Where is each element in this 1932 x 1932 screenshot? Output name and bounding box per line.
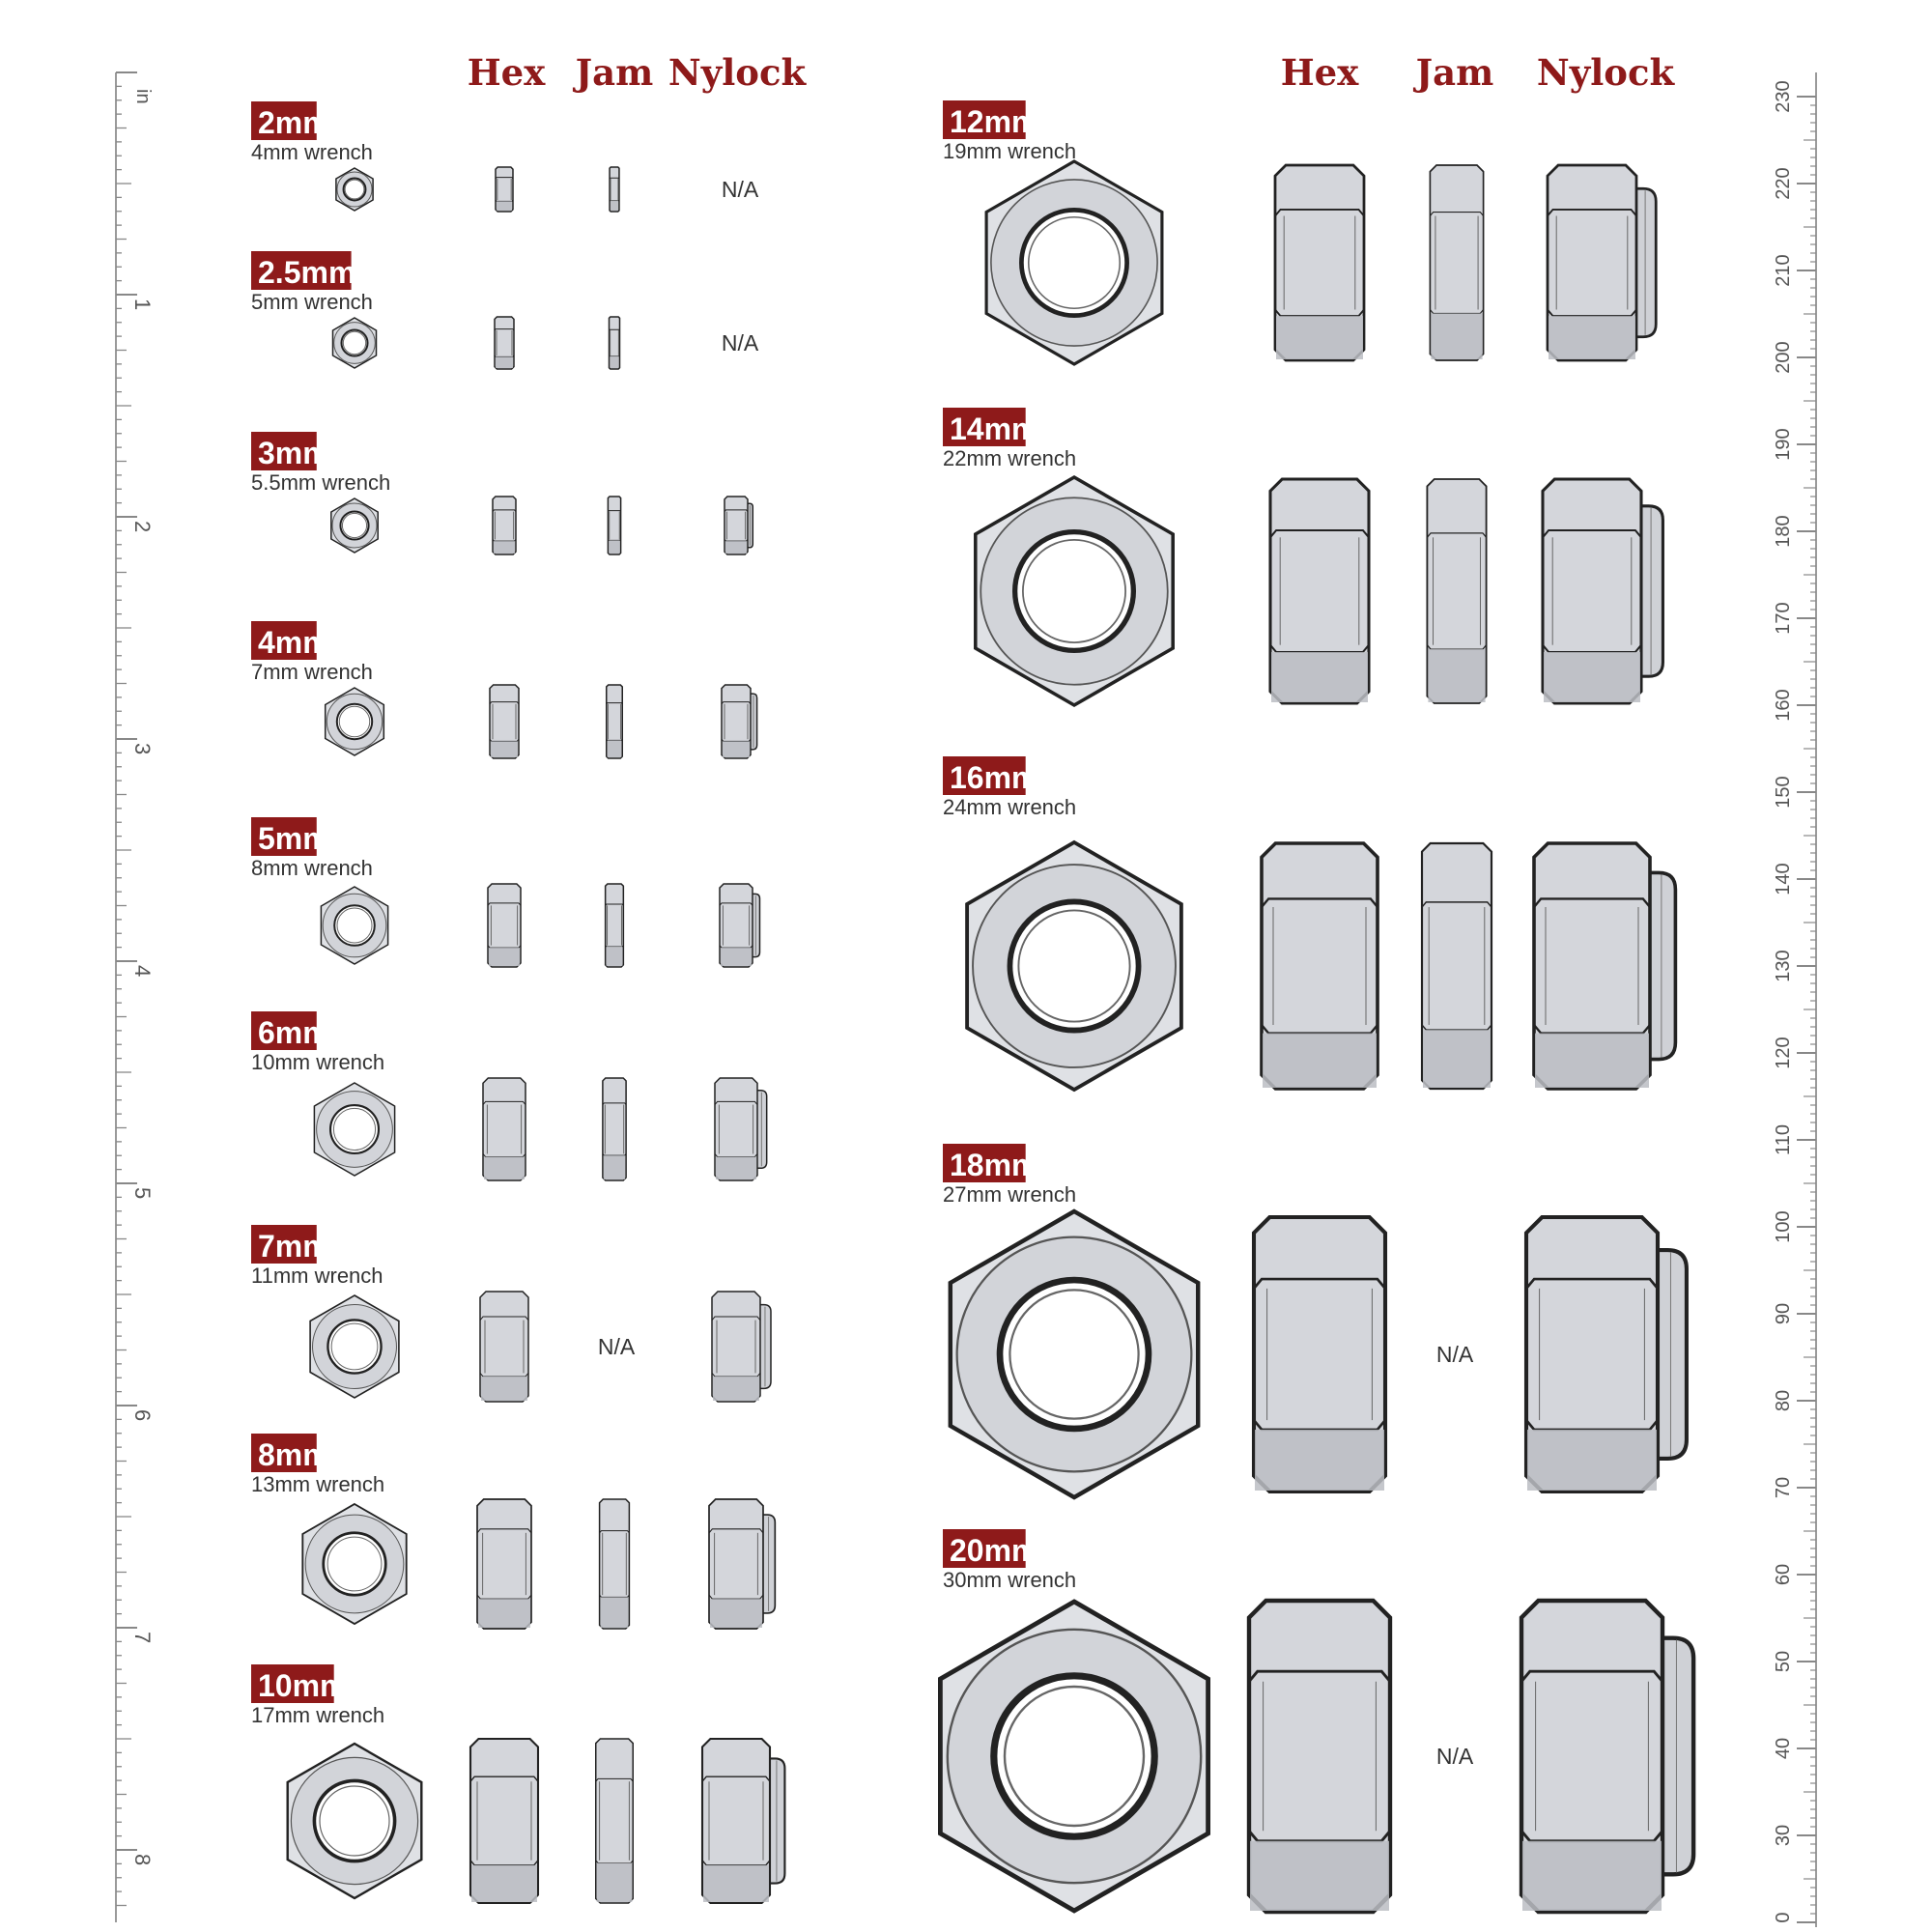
ruler-mm-label: 70: [1773, 1476, 1794, 1499]
ruler-mm-label: 80: [1773, 1389, 1794, 1412]
ruler-mm-label: 100: [1773, 1210, 1794, 1243]
ruler-inch-label: 4: [130, 965, 155, 978]
nylock-nut-side-view: [722, 685, 757, 758]
nylock-nut-side-view: [709, 1499, 775, 1629]
wrench-size-label: 27mm wrench: [943, 1182, 1077, 1207]
nylock-nut-side-view: [712, 1292, 771, 1402]
nylock-nut-side-view: [720, 884, 759, 967]
nut-top-view: [976, 477, 1173, 705]
wrench-size-label: 30mm wrench: [943, 1568, 1077, 1592]
size-badge: 20mm: [950, 1533, 1039, 1568]
wrench-size-label: 22mm wrench: [943, 446, 1077, 470]
jam-nut-side-view: [610, 167, 619, 212]
size-badge: 4mm: [258, 625, 330, 660]
hex-nut-side-view: [496, 167, 513, 212]
inch-ruler: [116, 72, 155, 1922]
ruler-mm-label: 230: [1773, 80, 1794, 113]
not-available-label: N/A: [1435, 1744, 1474, 1769]
not-available-label: N/A: [1435, 1342, 1474, 1367]
ruler-inch-label: 1: [130, 298, 155, 311]
jam-nut-side-view: [608, 497, 620, 554]
left-column-headers: [468, 51, 808, 94]
not-available-label: N/A: [597, 1334, 636, 1359]
ruler-mm-label: 130: [1773, 950, 1794, 982]
hex-nut-side-view: [477, 1499, 531, 1629]
ruler-mm-label: 150: [1773, 776, 1794, 809]
jam-nut-side-view: [610, 317, 620, 369]
nut-top-view: [967, 842, 1181, 1090]
size-badge: 2.5mm: [258, 255, 356, 290]
ruler-mm-label: 210: [1773, 254, 1794, 287]
hex-nut-side-view: [1249, 1601, 1390, 1912]
size-row-14mm: [943, 408, 1662, 705]
header-jam-left: Jam: [575, 51, 654, 94]
jam-nut-side-view: [600, 1499, 630, 1629]
size-badge: 18mm: [950, 1148, 1039, 1182]
header-jam-right: Jam: [1415, 51, 1494, 94]
nylock-nut-side-view: [1548, 165, 1656, 360]
size-badge: 6mm: [258, 1015, 330, 1050]
size-badge: 16mm: [950, 760, 1039, 795]
right-column-headers: [1281, 51, 1676, 94]
nylock-nut-side-view: [1526, 1217, 1687, 1492]
header-hex-left: Hex: [467, 51, 546, 94]
not-available-label: N/A: [721, 330, 759, 355]
hex-nut-side-view: [495, 317, 514, 369]
hex-nut-side-view: [480, 1292, 528, 1402]
jam-nut-side-view: [607, 685, 623, 758]
nut-top-view: [940, 1602, 1208, 1911]
jam-nut-side-view: [596, 1739, 634, 1903]
ruler-mm-label: 40: [1773, 1737, 1794, 1760]
nylock-nut-side-view: [1534, 843, 1675, 1089]
nut-top-view: [336, 168, 373, 211]
size-row-3mm: [251, 432, 753, 554]
size-badge: 14mm: [950, 412, 1039, 446]
nut-top-view: [951, 1211, 1198, 1497]
wrench-size-label: 8mm wrench: [251, 856, 373, 880]
jam-nut-side-view: [1422, 843, 1492, 1089]
jam-nut-side-view: [1427, 479, 1486, 703]
size-row-2mm: [251, 101, 759, 212]
size-badge: 8mm: [258, 1437, 330, 1472]
hex-nut-side-view: [490, 685, 519, 758]
hex-nut-side-view: [488, 884, 521, 967]
header-nylock-right: Nylock: [1536, 51, 1675, 94]
size-badge: 10mm: [258, 1668, 348, 1703]
ruler-mm-label: 200: [1773, 341, 1794, 374]
wrench-size-label: 4mm wrench: [251, 140, 373, 164]
size-row-5mm: [251, 817, 759, 967]
nut-top-view: [333, 318, 377, 368]
size-row-10mm: [251, 1664, 784, 1903]
jam-nut-side-view: [1430, 165, 1483, 360]
hex-nut-side-view: [493, 497, 516, 554]
size-badge: 12mm: [950, 104, 1039, 139]
header-hex-right: Hex: [1280, 51, 1359, 94]
nut-top-view: [310, 1295, 399, 1398]
size-row-2.5mm: [251, 251, 759, 369]
wrench-size-label: 7mm wrench: [251, 660, 373, 684]
size-row-16mm: [943, 756, 1675, 1090]
ruler-inch-label: 6: [130, 1409, 155, 1422]
nylock-nut-side-view: [1521, 1601, 1693, 1912]
hex-nut-side-view: [470, 1739, 538, 1903]
ruler-mm-label: 90: [1773, 1302, 1794, 1325]
hex-nut-side-view: [1262, 843, 1378, 1089]
header-nylock-left: Nylock: [668, 51, 807, 94]
ruler-inch-label: 2: [130, 521, 155, 533]
jam-nut-side-view: [603, 1078, 626, 1180]
ruler-mm-label: 190: [1773, 428, 1794, 461]
left-size-rows: [251, 101, 784, 1903]
hex-nut-side-view: [483, 1078, 526, 1180]
ruler-mm-label: 140: [1773, 863, 1794, 895]
nylock-nut-side-view: [702, 1739, 784, 1903]
wrench-size-label: 5mm wrench: [251, 290, 373, 314]
ruler-mm-label: 60: [1773, 1563, 1794, 1586]
right-size-rows: [940, 100, 1693, 1912]
wrench-size-label: 24mm wrench: [943, 795, 1077, 819]
mm-ruler: [1773, 72, 1816, 1927]
size-badge: 3mm: [258, 436, 330, 470]
nut-top-view: [986, 161, 1162, 364]
nut-top-view: [321, 887, 387, 964]
wrench-size-label: 13mm wrench: [251, 1472, 385, 1496]
wrench-size-label: 10mm wrench: [251, 1050, 385, 1074]
nylock-nut-side-view: [1543, 479, 1662, 703]
nylock-nut-side-view: [724, 497, 753, 554]
hex-nut-side-view: [1270, 479, 1369, 703]
wrench-size-label: 19mm wrench: [943, 139, 1077, 163]
ruler-inch-label: 7: [130, 1632, 155, 1644]
wrench-size-label: 17mm wrench: [251, 1703, 385, 1727]
size-row-12mm: [943, 100, 1656, 364]
size-badge: 5mm: [258, 821, 330, 856]
ruler-mm-label: 180: [1773, 515, 1794, 548]
size-row-20mm: [940, 1529, 1693, 1912]
nut-top-view: [331, 498, 378, 553]
wrench-size-label: 11mm wrench: [251, 1264, 384, 1288]
ruler-mm-label: 170: [1773, 602, 1794, 635]
ruler-mm-label: 30: [1773, 1824, 1794, 1847]
wrench-size-label: 5.5mm wrench: [251, 470, 391, 495]
ruler-mm-label: 120: [1773, 1037, 1794, 1069]
size-row-6mm: [251, 1011, 767, 1180]
size-row-7mm: [251, 1225, 771, 1402]
hex-nut-side-view: [1275, 165, 1364, 360]
size-row-18mm: [943, 1144, 1687, 1497]
ruler-mm-label: 50: [1773, 1650, 1794, 1673]
size-row-4mm: [251, 621, 757, 758]
ruler-inch-label: 3: [130, 743, 155, 755]
nut-top-view: [326, 688, 384, 755]
nut-top-view: [288, 1744, 422, 1898]
size-badge: 2mm: [258, 105, 330, 140]
hex-nut-side-view: [1254, 1217, 1385, 1492]
size-row-8mm: [251, 1434, 775, 1629]
size-badge: 7mm: [258, 1229, 330, 1264]
jam-nut-side-view: [606, 884, 624, 967]
ruler-mm-label: 160: [1773, 689, 1794, 722]
ruler-unit-label: in: [132, 89, 154, 104]
nylock-nut-side-view: [715, 1078, 767, 1180]
ruler-inch-label: 8: [130, 1854, 155, 1866]
ruler-mm-label: 110: [1773, 1124, 1794, 1155]
nut-top-view: [314, 1083, 394, 1176]
ruler-mm-label: 220: [1773, 167, 1794, 200]
ruler-inch-label: 5: [130, 1187, 155, 1200]
nut-top-view: [302, 1504, 406, 1624]
ruler-mm-label: 0: [1773, 1912, 1794, 1923]
not-available-label: N/A: [721, 177, 759, 202]
